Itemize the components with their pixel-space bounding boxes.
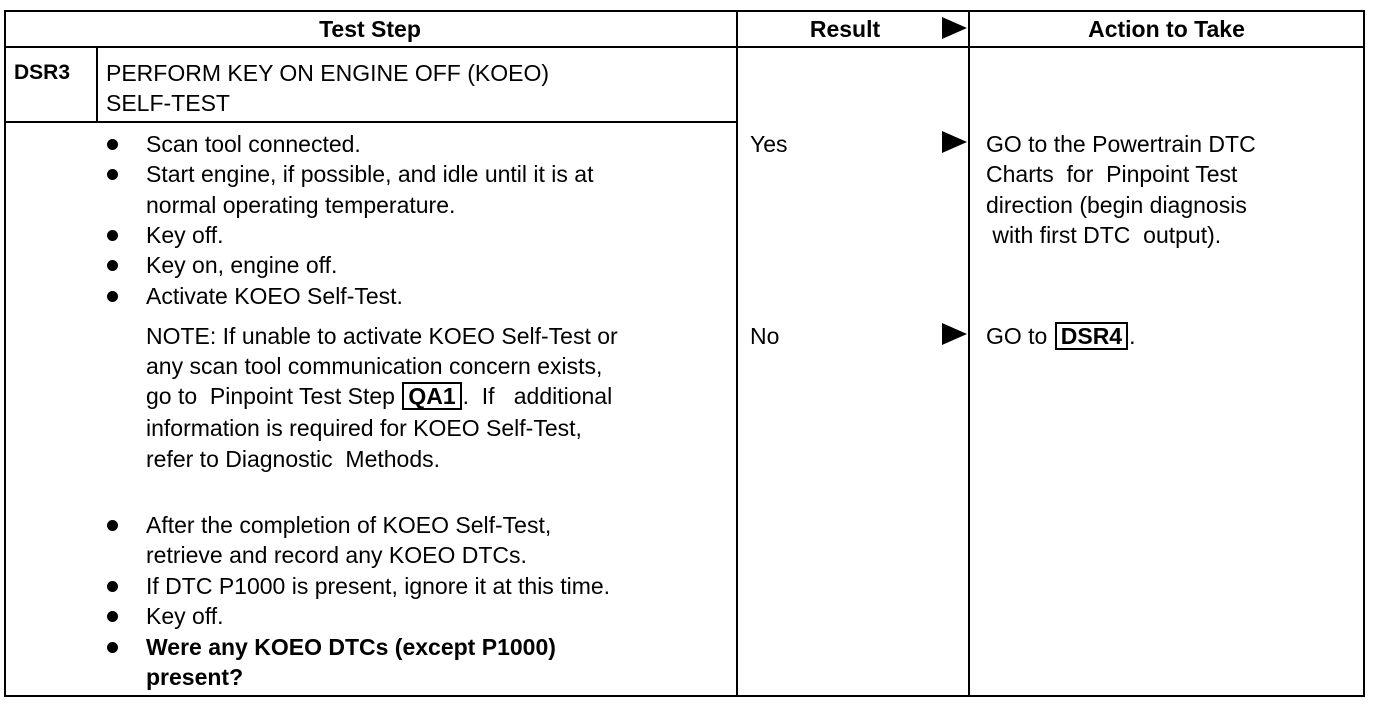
bullet-completion-line1: After the completion of KOEO Self-Test,: [146, 512, 552, 538]
result-divider: [736, 10, 738, 697]
bullet-dot: [107, 260, 118, 271]
action-yes-line3: direction (begin diagnosis: [986, 192, 1247, 218]
bullet-dot: [107, 291, 118, 302]
note-line3: [146, 381, 612, 412]
action-yes-line1: GO to the Powertrain DTC: [986, 131, 1256, 157]
header-action: Action to Take: [1088, 16, 1245, 42]
arrow-yes-icon: [942, 131, 967, 153]
bullet-key-on: Key on, engine off.: [146, 252, 338, 278]
action-no-post: .: [1129, 323, 1136, 349]
bullet-scan-tool: Scan tool connected.: [146, 131, 361, 157]
bullet-completion-line2: retrieve and record any KOEO DTCs.: [146, 542, 527, 568]
header-arrow-icon: [942, 17, 967, 39]
bullet-dot: [107, 230, 118, 241]
bullet-key-off: Key off.: [146, 222, 224, 248]
header-bottom-border: [4, 46, 1365, 48]
action-divider: [968, 10, 970, 697]
note-line4: information is required for KOEO Self-Test,: [146, 415, 582, 441]
step-id: DSR3: [14, 61, 71, 84]
header-test-step: Test Step: [319, 16, 421, 42]
note-line3-pre: go to Pinpoint Test Step: [146, 383, 402, 409]
title-bottom-border: [4, 121, 737, 123]
note-line1: NOTE: If unable to activate KOEO Self-Test or: [146, 323, 618, 349]
question-line2: present?: [146, 664, 244, 690]
bullet-dot: [107, 139, 118, 150]
step-id-divider: [96, 46, 98, 123]
note-line5: refer to Diagnostic Methods.: [146, 446, 441, 472]
action-no: [986, 321, 1136, 352]
step-title-line2: SELF-TEST: [106, 90, 230, 116]
result-no: No: [750, 323, 780, 349]
bullet-dot: [107, 581, 118, 592]
arrow-no-icon: [942, 323, 967, 345]
action-no-pre: GO to: [986, 323, 1054, 349]
bullet-dot: [107, 611, 118, 622]
action-yes-line2: Charts for Pinpoint Test: [986, 161, 1238, 187]
bullet-dot: [107, 642, 118, 653]
pinpoint-ref-qa1[interactable]: QA1: [402, 382, 461, 410]
note-line3-post: . If additional: [462, 383, 613, 409]
bullet-dtc-p1000: If DTC P1000 is present, ignore it at this time.: [146, 573, 611, 599]
table-left-border: [4, 10, 6, 697]
header-result: Result: [809, 16, 881, 42]
note-line2: any scan tool communication concern exists,: [146, 353, 603, 379]
result-yes: Yes: [750, 131, 788, 157]
bullet-dot: [107, 169, 118, 180]
bullet-activate: Activate KOEO Self-Test.: [146, 283, 403, 309]
bullet-start-engine-line1: Start engine, if possible, and idle until it is at: [146, 161, 594, 187]
table-right-border: [1363, 10, 1365, 697]
table-bottom-border: [4, 695, 1365, 697]
question-line1: Were any KOEO DTCs (except P1000): [146, 634, 556, 660]
action-yes-line4: with first DTC output).: [986, 222, 1222, 248]
bullet-start-engine-line2: normal operating temperature.: [146, 192, 456, 218]
bullet-key-off-2: Key off.: [146, 603, 224, 629]
step-title-line1: PERFORM KEY ON ENGINE OFF (KOEO): [106, 60, 550, 86]
step-ref-dsr4[interactable]: DSR4: [1055, 322, 1128, 350]
bullet-dot: [107, 520, 118, 531]
